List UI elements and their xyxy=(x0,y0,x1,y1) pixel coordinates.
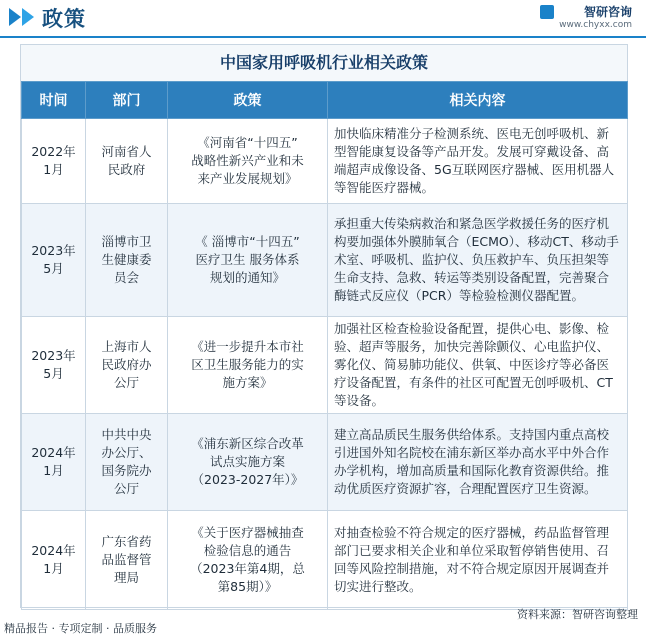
cell-department: 河南省人 民政府 xyxy=(86,119,168,204)
brand-url: www.chyxx.com xyxy=(559,20,632,30)
table-row xyxy=(22,511,628,610)
cell-policy: 《进一步提升本市社 区卫生服务能力的实 施方案》 xyxy=(168,317,328,414)
cell-department: 广东省药 品监督管 理局 xyxy=(86,511,168,610)
cell-policy: 《 淄博市“十四五” 医疗卫生 服务体系 规划的通知》 xyxy=(168,204,328,317)
cell-content: 承担重大传染病救治和紧急医学救援任务的医疗机构要加强体外膜肺氧合（ECMO）、移动CT、移动手术室、呼吸机、监护仪、负压救护车、负压担架等生命支持、急救、转运等类别设备配置，完善聚合酶链式反应仪（PCR）等检验检测仪器配置。 xyxy=(328,204,628,317)
page-header xyxy=(0,0,646,36)
arrow-icon xyxy=(22,8,34,26)
table-header-row xyxy=(22,82,628,119)
column-header-policy: 政策 xyxy=(168,82,328,119)
cell-department: 中共中央 办公厅、 国务院办 公厅 xyxy=(86,414,168,511)
cell-policy: 《浦东新区综合改革 试点实施方案 （2023-2027年）》 xyxy=(168,414,328,511)
column-header-department: 部门 xyxy=(86,82,168,119)
cell-content: 建立高品质民生服务供给体系。支持国内重点高校引进国外知名院校在浦东新区举办高水平中外合作办学机构，增加高质量和国际化教育资源供给。推动优质医疗资源扩容，合理配置医疗卫生资源。 xyxy=(328,414,628,511)
column-header-time: 时间 xyxy=(22,82,86,119)
table-row xyxy=(22,119,628,204)
cell-time: 2024年 1月 xyxy=(22,511,86,610)
cell-department: 淄博市卫 生健康委 员会 xyxy=(86,204,168,317)
cell-time: 2024年 1月 xyxy=(22,414,86,511)
section-title: 政策 xyxy=(42,7,86,31)
cell-time: 2022年 1月 xyxy=(22,119,86,204)
table-row xyxy=(22,317,628,414)
cell-policy: 《关于医疗器械抽查 检验信息的通告 （2023年第4期，总 第85期）》 xyxy=(168,511,328,610)
tagline: 精品报告 · 专项定制 · 品质服务 xyxy=(4,622,157,635)
cell-time: 2023年 5月 xyxy=(22,204,86,317)
data-source: 资料来源：智研咨询整理 xyxy=(517,608,638,621)
cell-time: 2023年 5月 xyxy=(22,317,86,414)
cell-content: 加快临床精准分子检测系统、医电无创呼吸机、新型智能康复设备等产品开发。发展可穿戴设备、高端超声成像设备、5G互联网医疗器械、医用机器人等智能医疗器械。 xyxy=(328,119,628,204)
table-row xyxy=(22,204,628,317)
cell-policy: 《河南省“十四五” 战略性新兴产业和未 来产业发展规划》 xyxy=(168,119,328,204)
policy-panel xyxy=(20,44,628,608)
table-row xyxy=(22,414,628,511)
arrow-icon xyxy=(9,8,21,26)
policy-table xyxy=(21,81,628,610)
brand-logo-icon xyxy=(540,5,554,19)
cell-content: 对抽查检验不符合规定的医疗器械，药品监督管理部门已要求相关企业和单位采取暂停销售使用、召回等风险控制措施，对不符合规定原因开展调查并切实进行整改。 xyxy=(328,511,628,610)
page-footer xyxy=(0,606,646,634)
table-title: 中国家用呼吸机行业相关政策 xyxy=(21,45,627,81)
cell-content: 加强社区检查检验设备配置，提供心电、影像、检验、超声等服务，加快完善除颤仪、心电监护仪、雾化仪、简易肺功能仪、供氧、中医诊疗等必备医疗设备配置，有条件的社区可配置无创呼吸机、CT等设备。 xyxy=(328,317,628,414)
cell-department: 上海市人 民政府办 公厅 xyxy=(86,317,168,414)
column-header-content: 相关内容 xyxy=(328,82,628,119)
header-divider xyxy=(0,36,646,38)
brand-name: 智研咨询 xyxy=(583,5,632,19)
